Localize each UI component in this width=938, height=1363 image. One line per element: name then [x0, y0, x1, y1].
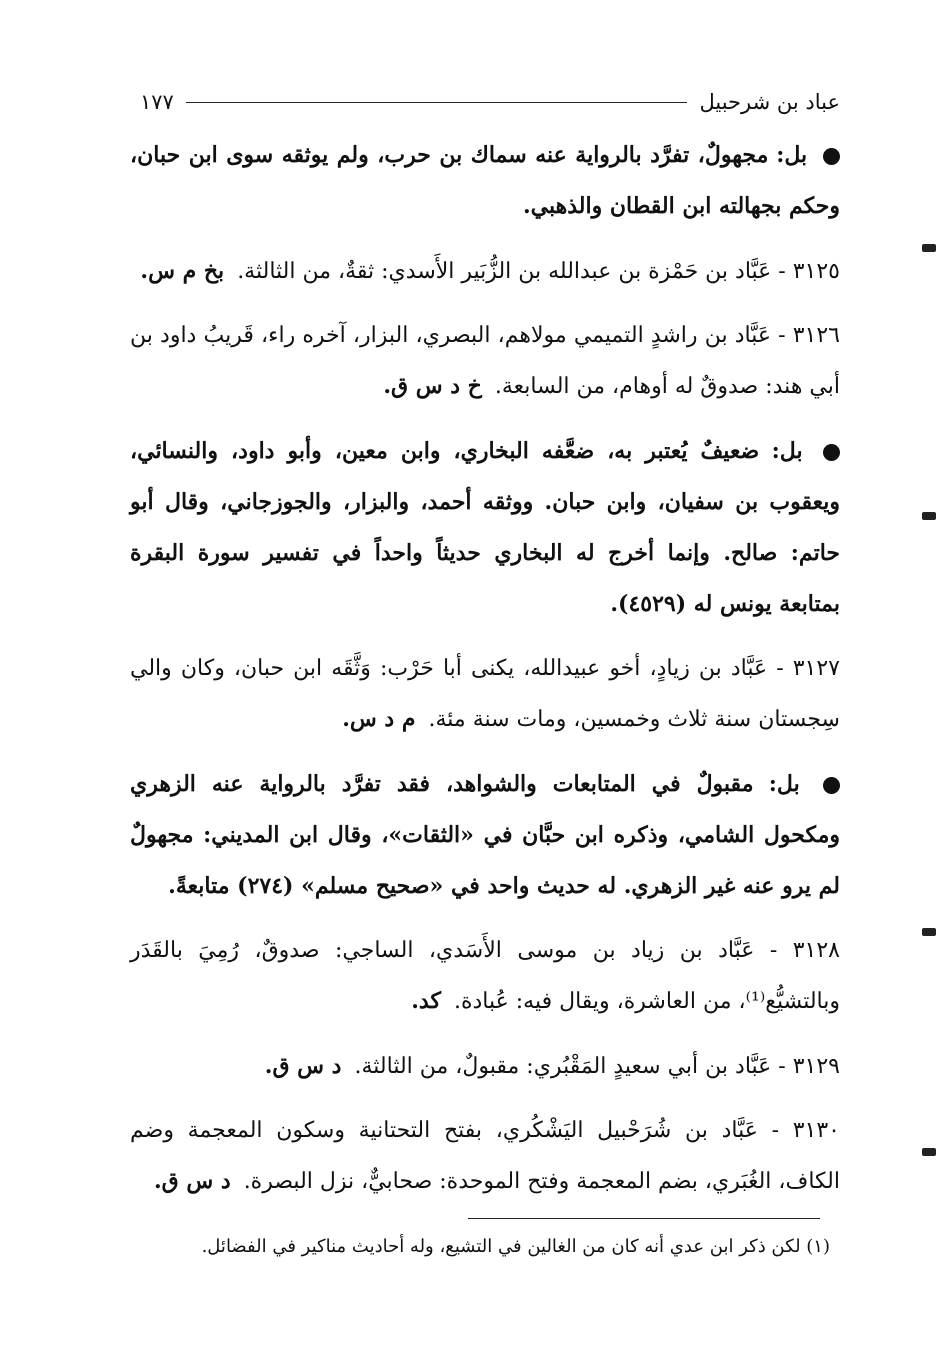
bullet-icon — [823, 777, 840, 794]
running-title: عباد بن شرحبيل — [699, 90, 840, 114]
entry-number: ٣١٢٨ - — [769, 938, 840, 963]
entry-number: ٣١٢٧ - — [776, 656, 840, 681]
comment-paragraph — [130, 426, 840, 630]
entry-symbols: خ د س ق. — [383, 373, 482, 399]
entry-number: ٣١٢٦ - — [778, 323, 840, 348]
margin-mark — [922, 1148, 936, 1156]
entry-name: عَبَّاد بن زياد بن موسى الأَسَدي، الساجي: — [334, 938, 755, 963]
entry-text: قَريبُ داود بن أبي هند: صدوقٌ له أوهام، من السابعة. — [130, 323, 840, 399]
bullet-icon — [823, 148, 840, 165]
footnote: (١) لكن ذكر ابن عدي أنه كان من الغالين في التشيع، وله أحاديث مناكير في الفضائل. — [201, 1236, 830, 1257]
entry-paragraph — [130, 644, 840, 745]
comment-text: مجهولٌ، تفرَّد بالرواية عنه سماك بن حرب، ولم يوثقه سوى ابن حبان، وحكم بجهالته ابن القطان والذهبي. — [130, 142, 840, 219]
comment-label: بل: — [776, 142, 808, 168]
margin-mark — [922, 928, 936, 936]
margin-mark — [922, 244, 936, 252]
entry-symbols: م د س. — [342, 706, 416, 732]
entry-text: ثقةٌ، من الثالثة. — [237, 259, 375, 284]
bullet-icon — [823, 444, 840, 461]
entry-symbols: بخ م س. — [140, 258, 225, 284]
entry-paragraph — [130, 1106, 840, 1207]
comment-paragraph — [130, 130, 840, 232]
entry-text: مقبولٌ، من الثالثة. — [354, 1054, 520, 1079]
comment-text: ضعيفٌ يُعتبر به، ضعَّفه البخاري، وابن معين، وأبو داود، والنسائي، ويعقوب بن سفيان، وابن حبان. ووثقه أحمد، والبزار، والجوزجاني، وقال أبو حاتم: صالح. وإنما أخرج له البخاري حديثاً واحداً في تفسير سورة البقرة بمتابعة يونس له (٤٥٢٩). — [130, 438, 840, 617]
margin-mark — [922, 512, 936, 520]
entry-text: وَثَّقَه ابن حبان، وكان والي سِجستان سنة ثلاث وخمسين، ومات سنة مئة. — [130, 656, 840, 732]
entry-name: عَبَّاد بن راشدٍ التميمي مولاهم، البصري، البزار، آخره راء، — [261, 323, 771, 348]
header-rule — [186, 102, 688, 103]
entry-name: عَبَّاد بن شُرَحْبيل اليَشْكُري، — [495, 1118, 758, 1143]
entry-name: عَبَّاد بن حَمْزة بن عبدالله بن الزُّبَير الأَسدي: — [381, 259, 772, 284]
footnote-separator — [468, 1218, 820, 1219]
entry-text: صدوقٌ، رُمِيَ بالقَدَر وبالتشيُّع⁽¹⁾، من العاشرة، ويقال فيه: عُبادة. — [130, 938, 840, 1014]
entry-paragraph — [130, 1041, 840, 1092]
comment-paragraph — [130, 759, 840, 912]
page-body — [130, 130, 840, 1221]
entry-number: ٣١٢٩ - — [778, 1054, 840, 1079]
page-header — [140, 84, 840, 120]
entry-symbols: د س ق. — [153, 1168, 231, 1194]
entry-text: بفتح التحتانية وسكون المعجمة وضم الكاف، الغُبَري، بضم المعجمة وفتح الموحدة: صحابيٌّ، نزل البصرة. — [130, 1118, 840, 1194]
entry-paragraph — [130, 311, 840, 412]
entry-number: ٣١٢٥ - — [778, 259, 840, 284]
comment-label: بل: — [768, 771, 800, 797]
entry-symbols: د س ق. — [264, 1053, 342, 1079]
entry-paragraph — [130, 926, 840, 1027]
comment-text: مقبولٌ في المتابعات والشواهد، فقد تفرَّد بالرواية عنه الزهري ومكحول الشامي، وذكره ابن حبَّان في «الثقات»، وقال ابن المديني: مجهولٌ لم يرو عنه غير الزهري. له حديث واحد في «صحيح مسلم» (٢٧٤) متابعةً. — [130, 771, 840, 899]
entry-number: ٣١٣٠ - — [771, 1118, 840, 1143]
page-number: ١٧٧ — [140, 90, 174, 114]
comment-label: بل: — [771, 438, 803, 464]
entry-symbols: كد. — [411, 988, 441, 1014]
entry-name: عَبَّاد بن أبي سعيدٍ المَقْبُري: — [526, 1054, 772, 1079]
entry-name: عَبَّاد بن زيادٍ، أخو عبيدالله، يكنى أبا حَرْب: — [380, 656, 768, 681]
entry-paragraph — [130, 246, 840, 297]
